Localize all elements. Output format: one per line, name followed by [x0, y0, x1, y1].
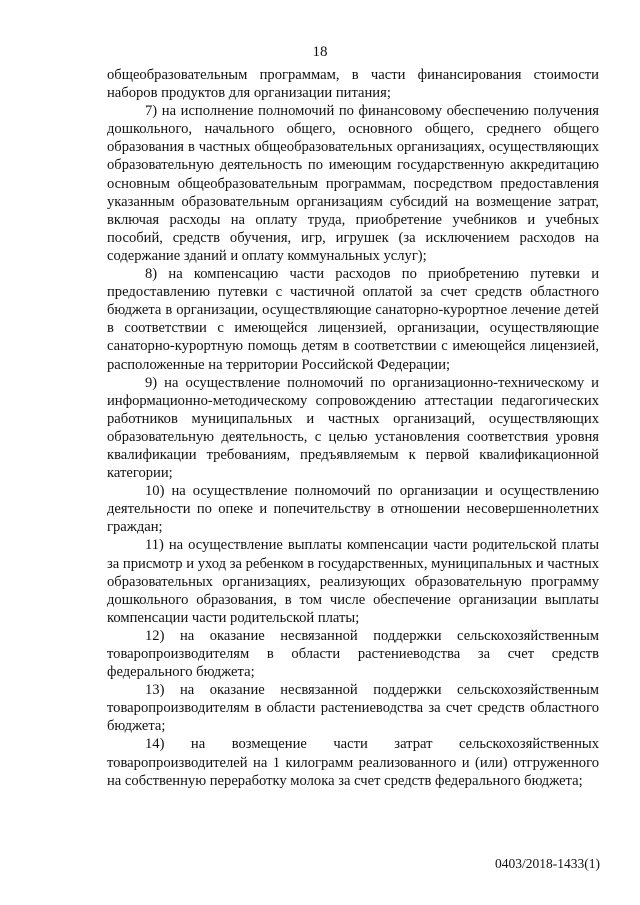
paragraph-item-7: 7) на исполнение полномочий по финансовому обеспечению получения дошкольного, начального общего, основного общего, среднего общего образования в частных общеобразовательных организациях, осуществляющих образовательную деятельность по имеющим государственную аккредитацию основным общеобразовательным программам, посредством предоставления указанным образовательным организациям субсидий на возмещение затрат, включая расходы на оплату труда, приобретение учебников и учебных пособий, средств обучения, игр, игрушек (за исключением расходов на содержание зданий и оплату коммунальных услуг);: [107, 103, 599, 264]
paragraph-item-13: 13) на оказание несвязанной поддержки сельскохозяйственным товаропроизводителям в области растениеводства за счет средств областного бюджета;: [107, 682, 599, 735]
paragraph-item-10: 10) на осуществление полномочий по организации и осуществлению деятельности по опеке и попечительству в отношении несовершеннолетних граждан;: [107, 483, 599, 536]
paragraph-continuation: общеобразовательным программам, в части финансирования стоимости наборов продуктов для организации питания;: [107, 67, 599, 102]
paragraph-item-8: 8) на компенсацию части расходов по приобретению путевки и предоставлению путевки с частичной оплатой за счет средств областного бюджета в организации, осуществляющие санаторно-курортное лечение детей в соответствии с имеющейся лицензией, организации, осуществляющие санаторно-курортную помощь детям в соответствии с имеющейся лицензией, расположенные на территории Российской Федерации;: [107, 266, 599, 373]
paragraph-item-11: 11) на осуществление выплаты компенсации части родительской платы за присмотр и уход за ребенком в государственных, муниципальных и частных образовательных организациях, реализующих образовательную программу дошкольного образования, в том числе обеспечение организации выплаты компенсации части родительской платы;: [107, 537, 599, 626]
page-number: 18: [312, 44, 328, 60]
document-body: [107, 66, 599, 790]
paragraph-item-9: 9) на осуществление полномочий по организационно-техническому и информационно-методическому сопровождению аттестации педагогических работников муниципальных и частных организаций, осуществляющих образовательную деятельность, с целью установления соответствия уровня квалификации требованиям, предъявляемым к первой квалификационной категории;: [107, 374, 599, 482]
paragraph-item-14: 14) на возмещение части затрат сельскохозяйственных товаропроизводителей на 1 килограмм реализованного и (или) отгруженного на собственную переработку молока за счет средств федерального бюджета;: [107, 736, 599, 789]
document-code: 0403/2018-1433(1): [495, 856, 600, 871]
paragraph-item-12: 12) на оказание несвязанной поддержки сельскохозяйственным товаропроизводителям в области растениеводства за счет средств федерального бюджета;: [107, 627, 599, 681]
